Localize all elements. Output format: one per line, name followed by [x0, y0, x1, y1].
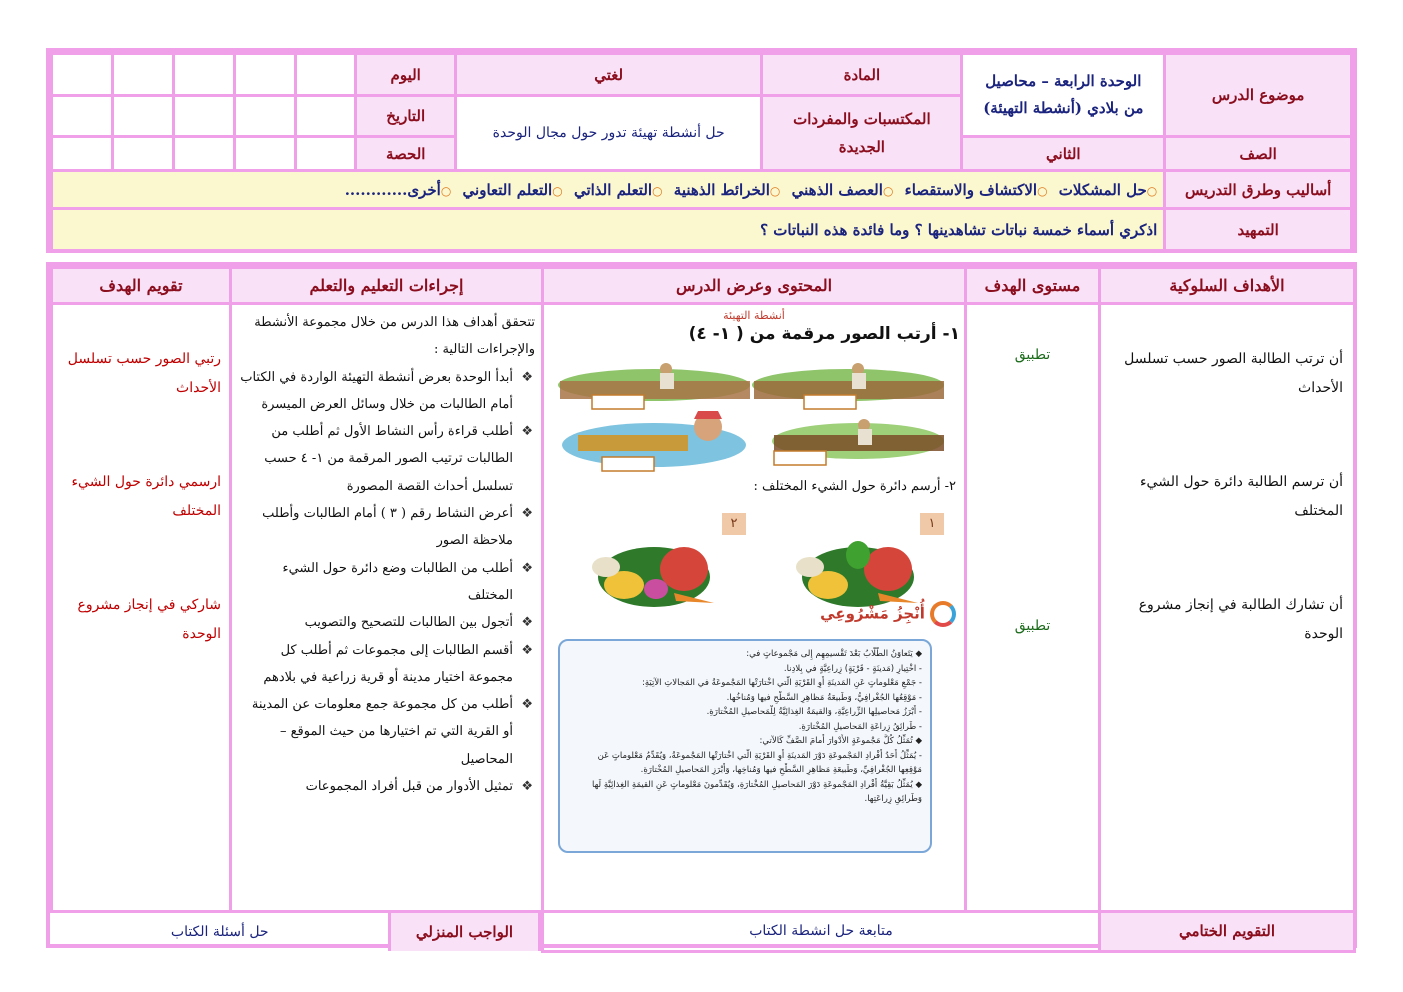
bullet-diamond-icon: ❖: [521, 615, 533, 631]
book-excerpt-box: [558, 639, 932, 853]
book-line: ◆ يَتَعاوَنُ الطُّلّابُ بَعْدَ تَقْسيمِهِم إِلى مَجْموعاتٍ في:: [746, 649, 922, 659]
lesson-main-table: [46, 262, 1357, 948]
final-eval-value: متابعة حل انشطة الكتاب: [543, 912, 1100, 952]
new-terms-value: حل أنشطة تهيئة تدور حول مجال الوحدة: [455, 96, 761, 171]
period-cell-2: [234, 137, 295, 171]
grade-value: الثاني: [962, 137, 1165, 171]
date-label: التاريخ: [356, 96, 455, 137]
procedure-item: ❖ أعرض النشاط رقم ( ٣ ) أمام الطالبات وأطلب ملاحظة الصور: [238, 500, 535, 555]
procedure-item: ❖ أطلب قراءة رأس النشاط الأول ثم أطلب من الطالبات ترتيب الصور المرقمة من ١- ٤ حسب تسلسل أحداث القصة المصورة: [238, 418, 535, 500]
objectives-column: [1100, 304, 1355, 912]
lesson-header-table: [46, 48, 1357, 253]
evaluation-item: شاركي في إنجاز مشروع الوحدة: [77, 596, 221, 642]
grade-label: الصف: [1165, 137, 1352, 171]
farm-image-2: [558, 363, 750, 409]
date-cell-3: [173, 96, 234, 137]
lesson-topic-value: [962, 54, 1165, 137]
evaluation-item: ارسمي دائرة حول الشيء المختلف: [71, 473, 221, 520]
procedure-item: ❖ أطلب من كل مجموعة جمع معلومات عن المدينة أو القرية التي تم اختيارها من حيث الموقع – المحاصيل: [238, 691, 535, 773]
bullet-diamond-icon: ❖: [521, 369, 533, 385]
evaluation-header: تقويم الهدف: [52, 268, 231, 304]
level-column: [966, 304, 1100, 912]
day-cell-4: [112, 54, 173, 96]
period-cell-3: [173, 137, 234, 171]
content-column: [543, 304, 966, 912]
level-item: تطبيق: [1014, 347, 1051, 363]
method-item: ○التعلم الذاتي: [573, 180, 663, 199]
period-cell-4: [112, 137, 173, 171]
objective-item: أن تشارك الطالبة في إنجاز مشروع الوحدة: [1138, 596, 1343, 642]
book-line: مَوْقِعِها الجُغْرافِيِّ، وَطَبيعَةِ مَظاهِرِ السَّطْحِ فيها وَمُناخِها، وَأَبْرَزِ المَحاصيلِ المُخْتارَةِ.: [640, 765, 922, 775]
checkbox-circle-icon[interactable]: ○: [1037, 183, 1048, 198]
book-line: - جَمْعِ مَعْلوماتٍ عَنِ المَدينَةِ أَوِ القَرْيَةِ الَّتي اخْتارَتْها المَجْموعَةُ في المَجالاتِ الآتِيَةِ:: [641, 678, 922, 688]
method-item: ○أخرى............: [344, 180, 452, 199]
method-item: ○الاكتشاف والاستقصاء: [904, 180, 1048, 199]
bullet-diamond-icon: ❖: [521, 779, 533, 795]
intro-label: التمهيد: [1165, 209, 1352, 251]
book-line: ◆ تُمَثِّلُ كُلُّ مَجْموعَةٍ الأَدْوارَ أَمامَ الصَّفِّ كَالآتي:: [759, 736, 922, 746]
date-cell-1: [295, 96, 356, 137]
period-label: الحصة: [356, 137, 455, 171]
checkbox-circle-icon[interactable]: ○: [882, 183, 894, 198]
activity-title: أنشطة التهيئة: [723, 309, 785, 322]
question-2: ٢- أرسم دائرة حول الشيء المختلف :: [753, 479, 956, 494]
homework-row: [52, 912, 543, 952]
checkbox-circle-icon[interactable]: ○: [1146, 183, 1158, 198]
checkbox-circle-icon[interactable]: ○: [769, 183, 781, 198]
checkbox-circle-icon[interactable]: ○: [652, 183, 663, 198]
objectives-header: الأهداف السلوكية: [1100, 268, 1355, 304]
vegetables-group-2: [592, 547, 714, 607]
methods-list: [52, 171, 1165, 209]
bullet-diamond-icon: ❖: [521, 697, 533, 713]
subject-label: المادة: [762, 54, 962, 96]
method-item: ○الخرائط الذهنية: [673, 180, 781, 199]
method-item: ○حل المشكلات: [1058, 180, 1158, 199]
day-cell-2: [234, 54, 295, 96]
project-title: أُنْجِزُ مَشْرُوعِي: [820, 604, 925, 623]
procedure-item: ❖ أبدأ الوحدة بعرض أنشطة التهيئة الواردة في الكتاب أمام الطالبات من خلال وسائل العرض الميسرة: [238, 364, 535, 419]
farm-image-1: [752, 363, 944, 409]
period-cell-1: [295, 137, 356, 171]
number-badge-2: ٢: [722, 513, 746, 535]
farm-image-4: [562, 411, 746, 471]
book-line: - طَرائِقُ زِراعَةِ المَحاصيلِ المُخْتارَةِ.: [798, 721, 922, 732]
project-heading: [820, 601, 956, 627]
date-cell-4: [112, 96, 173, 137]
number-badge-1: ١: [920, 513, 944, 535]
level-item: تطبيق: [1014, 618, 1051, 634]
bullet-diamond-icon: ❖: [521, 506, 533, 522]
lesson-topic-label: موضوع الدرس: [1165, 54, 1352, 137]
book-line: وَطَرائِقِ زِراعَتِها.: [864, 794, 922, 804]
date-cell-5: [52, 96, 113, 137]
evaluation-item: رتبي الصور حسب تسلسل الأحداث: [67, 351, 221, 397]
checkbox-circle-icon[interactable]: ○: [552, 183, 563, 198]
day-cell-5: [52, 54, 113, 96]
bullet-diamond-icon: ❖: [521, 424, 533, 440]
procedures-list: [238, 364, 535, 801]
homework-label: الواجب المنزلي: [390, 913, 540, 951]
procedures-header: إجراءات التعليم والتعلم: [231, 268, 543, 304]
book-line: - أَبْرَزُ مَحاصيلِها الزِّراعِيَّةِ، وَالقيمَةُ الغِذائِيَّةُ لِلْمَحاصيلِ المُخْتارَةِ.: [706, 707, 922, 717]
procedure-item: ❖ أقسم الطالبات إلى مجموعات ثم أطلب كل مجموعة اختيار مدينة أو قرية زراعية في بلادهم: [238, 637, 535, 692]
day-cell-1: [295, 54, 356, 96]
period-cell-5: [52, 137, 113, 171]
evaluation-column: [52, 304, 231, 912]
question-1: ١- أرتب الصور مرقمة من ( ١- ٤): [688, 324, 960, 344]
project-cycle-icon: [930, 601, 956, 627]
book-line: - يُمَثِّلُ أَحَدُ أَفْرادِ المَجْموعَةِ دَوْرَ المَدينَةِ أَوِ القَرْيَةِ الَّتي اخْتارَتْها المَجْموعَةُ، وَيُقَدِّمُ مَعْلوماتٍ عَن: [597, 750, 922, 761]
intro-text: اذكري أسماء خمسة نباتات تشاهدينها ؟ وما فائدة هذه النباتات ؟: [52, 209, 1165, 251]
lesson-topic-line1: الوحدة الرابعة – محاصيل: [985, 72, 1142, 90]
procedures-intro: تتحقق أهداف هذا الدرس من خلال مجموعة الأنشطة والإجراءات التالية :: [254, 315, 535, 358]
day-label: اليوم: [356, 54, 455, 96]
procedure-item: ❖ تمثيل الأدوار من قبل أفراد المجموعات: [238, 773, 535, 800]
procedures-column: [231, 304, 543, 912]
book-line: ◆ يُمَثِّلُ بَقِيَّةُ أَفْرادِ المَجْموعَةِ دَوْرَ المَحاصيلِ المُخْتارَةِ، وَيُقَدِّمونَ مَعْلوماتٍ عَنِ القيمَةِ الغِذائِيَّةِ لَها: [592, 779, 922, 790]
date-cell-2: [234, 96, 295, 137]
procedure-item: ❖ أتجول بين الطالبات للتصحيح والتصويب: [238, 609, 535, 636]
final-eval-label: التقويم الختامي: [1100, 912, 1355, 952]
new-terms-label: المكتسبات والمفردات الجديدة: [762, 96, 962, 171]
farming-sequence-illustration: [558, 363, 948, 473]
subject-value: لغتي: [455, 54, 761, 96]
book-line: - اخْتِيارِ (مَدينَةٍ - قَرْيَةٍ) زِراعِيَّةٍ في بِلادِنا.: [783, 663, 922, 674]
vegetables-group-1: [796, 541, 918, 607]
farm-image-3: [772, 419, 944, 465]
homework-value: حل أسئلة الكتاب: [52, 913, 390, 951]
day-cell-3: [173, 54, 234, 96]
objective-item: أن ترسم الطالبة دائرة حول الشيء المختلف: [1139, 473, 1343, 520]
level-header: مستوى الهدف: [966, 268, 1100, 304]
content-header: المحتوى وعرض الدرس: [543, 268, 966, 304]
method-item: ○التعلم التعاوني: [462, 180, 563, 199]
method-item: ○العصف الذهني: [791, 180, 894, 199]
bullet-diamond-icon: ❖: [521, 642, 533, 658]
procedure-item: ❖ أطلب من الطالبات وضع دائرة حول الشيء المختلف: [238, 555, 535, 610]
book-line: - مَوْقِعُها الجُغْرافِيُّ، وَطَبيعَةُ مَظاهِرِ السَّطْحِ فيها وَمُناخُها.: [726, 692, 922, 703]
methods-label: أساليب وطرق التدريس: [1165, 171, 1352, 209]
lesson-topic-line2: من بلادي (أنشطة التهيئة): [983, 99, 1144, 117]
checkbox-circle-icon[interactable]: ○: [440, 183, 452, 198]
bullet-diamond-icon: ❖: [521, 560, 533, 576]
objective-item: أن ترتب الطالبة الصور حسب تسلسل الأحداث: [1124, 351, 1343, 397]
